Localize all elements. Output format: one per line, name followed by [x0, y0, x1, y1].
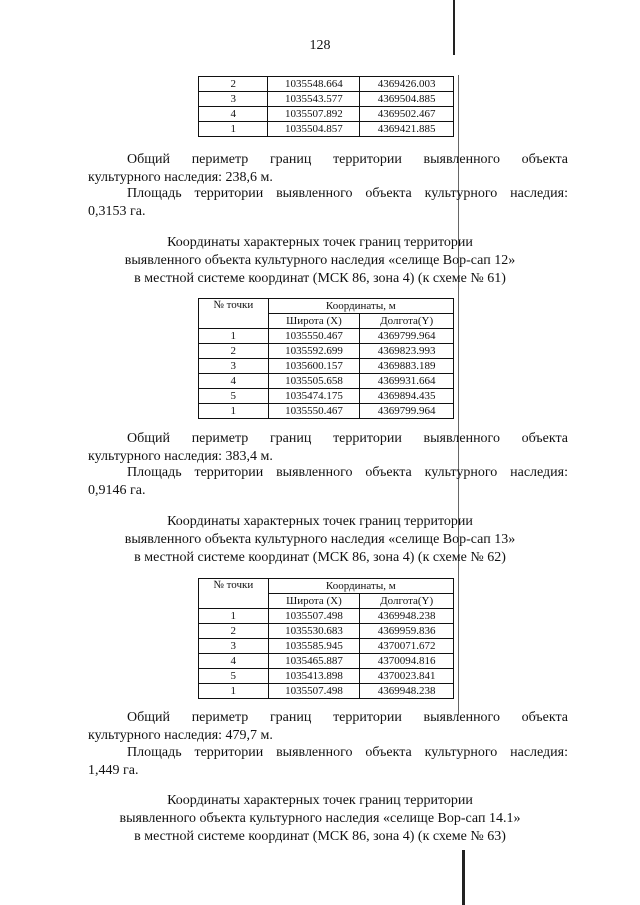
cell-point: 1	[199, 404, 269, 419]
area-text-cont: 0,9146 га.	[88, 483, 146, 498]
col-latitude: Широта (X)	[268, 594, 360, 609]
cell-latitude: 1035465.887	[268, 654, 360, 669]
perimeter-text: Общий периметр границ территории выявленного объекта	[127, 431, 568, 446]
cell-longitude: 4370023.841	[360, 669, 454, 684]
cell-latitude: 1035592.699	[268, 344, 360, 359]
col-point-number: № точки	[199, 299, 269, 329]
cell-point: 5	[199, 389, 269, 404]
cell-longitude: 4369948.238	[360, 609, 454, 624]
table-row	[199, 329, 454, 344]
cell-point: 3	[199, 92, 268, 107]
cell-latitude: 1035413.898	[268, 669, 360, 684]
cell-latitude: 1035507.498	[268, 609, 360, 624]
cell-point: 4	[199, 654, 269, 669]
col-longitude: Долгота(Y)	[360, 594, 454, 609]
cell-latitude: 1035507.892	[268, 107, 360, 122]
cell-point: 4	[199, 107, 268, 122]
table-row	[199, 122, 454, 137]
cell-latitude: 1035507.498	[268, 684, 360, 699]
scan-line-mid	[458, 75, 459, 715]
perimeter-text: Общий периметр границ территории выявленного объекта	[127, 710, 568, 725]
table-row	[199, 654, 454, 669]
cell-longitude: 4369504.885	[360, 92, 454, 107]
cell-point: 2	[199, 624, 269, 639]
cell-latitude: 1035474.175	[268, 389, 360, 404]
table-row	[199, 389, 454, 404]
cell-point: 2	[199, 77, 268, 92]
table-row	[199, 404, 454, 419]
table-row	[199, 684, 454, 699]
table-row	[199, 92, 454, 107]
area-text-cont: 0,3153 га.	[88, 204, 146, 219]
cell-longitude: 4369959.836	[360, 624, 454, 639]
cell-latitude: 1035600.157	[268, 359, 360, 374]
cell-longitude: 4369421.885	[360, 122, 454, 137]
table-row	[199, 639, 454, 654]
col-latitude: Широта (X)	[268, 314, 360, 329]
cell-latitude: 1035530.683	[268, 624, 360, 639]
cell-longitude: 4369426.003	[360, 77, 454, 92]
cell-point: 4	[199, 374, 269, 389]
col-coords: Координаты, м	[268, 299, 453, 314]
table-row	[199, 669, 454, 684]
cell-latitude: 1035504.857	[268, 122, 360, 137]
cell-latitude: 1035548.664	[268, 77, 360, 92]
cell-longitude: 4369883.189	[360, 359, 454, 374]
cell-latitude: 1035505.658	[268, 374, 360, 389]
area-text: Площадь территории выявленного объекта культурного наследия:	[127, 465, 568, 480]
cell-longitude: 4369823.993	[360, 344, 454, 359]
perimeter-text-cont: культурного наследия: 238,6 м.	[88, 170, 273, 185]
cell-point: 3	[199, 639, 269, 654]
coords-table-vor-sap-13	[198, 578, 454, 699]
cell-point: 5	[199, 669, 269, 684]
coords-table-vor-sap-12	[198, 298, 454, 419]
cell-point: 1	[199, 329, 269, 344]
cell-latitude: 1035585.945	[268, 639, 360, 654]
table-row	[199, 374, 454, 389]
cell-longitude: 4369948.238	[360, 684, 454, 699]
table-row	[199, 107, 454, 122]
scan-line-bottom	[462, 850, 465, 905]
cell-longitude: 4369931.664	[360, 374, 454, 389]
cell-longitude: 4370071.672	[360, 639, 454, 654]
area-text: Площадь территории выявленного объекта культурного наследия:	[127, 186, 568, 201]
area-text: Площадь территории выявленного объекта культурного наследия:	[127, 745, 568, 760]
table-row	[199, 344, 454, 359]
table-row	[199, 609, 454, 624]
area-text-cont: 1,449 га.	[88, 763, 139, 778]
cell-point: 1	[199, 684, 269, 699]
cell-point: 1	[199, 609, 269, 624]
table-row	[199, 359, 454, 374]
cell-longitude: 4370094.816	[360, 654, 454, 669]
col-point-number: № точки	[199, 579, 269, 609]
cell-latitude: 1035550.467	[268, 404, 360, 419]
section-heading-vor-sap-12: Координаты характерных точек границ территории выявленного объекта культурного наследия «селище Вор-сап 12» в местной системе координат (МСК 86, зона 4) (к схеме № 61)	[124, 235, 516, 286]
perimeter-text-cont: культурного наследия: 479,7 м.	[88, 728, 273, 743]
perimeter-text: Общий периметр границ территории выявленного объекта	[127, 152, 568, 167]
col-coords: Координаты, м	[268, 579, 453, 594]
table-row	[199, 624, 454, 639]
cell-longitude: 4369799.964	[360, 329, 454, 344]
section-heading-vor-sap-14-1: Координаты характерных точек границ территории выявленного объекта культурного наследия «селище Вор-сап 14.1» в местной системе координат (МСК 86, зона 4) (к схеме № 63)	[119, 793, 521, 844]
perimeter-text-cont: культурного наследия: 383,4 м.	[88, 449, 273, 464]
cell-latitude: 1035543.577	[268, 92, 360, 107]
cell-longitude: 4369502.467	[360, 107, 454, 122]
cell-latitude: 1035550.467	[268, 329, 360, 344]
cell-point: 1	[199, 122, 268, 137]
cell-longitude: 4369799.964	[360, 404, 454, 419]
cell-longitude: 4369894.435	[360, 389, 454, 404]
coords-table-continued	[198, 76, 454, 137]
col-longitude: Долгота(Y)	[360, 314, 454, 329]
table-row	[199, 77, 454, 92]
page-number: 128	[309, 38, 331, 53]
cell-point: 3	[199, 359, 269, 374]
section-heading-vor-sap-13: Координаты характерных точек границ территории выявленного объекта культурного наследия «селище Вор-сап 13» в местной системе координат (МСК 86, зона 4) (к схеме № 62)	[124, 514, 516, 565]
cell-point: 2	[199, 344, 269, 359]
